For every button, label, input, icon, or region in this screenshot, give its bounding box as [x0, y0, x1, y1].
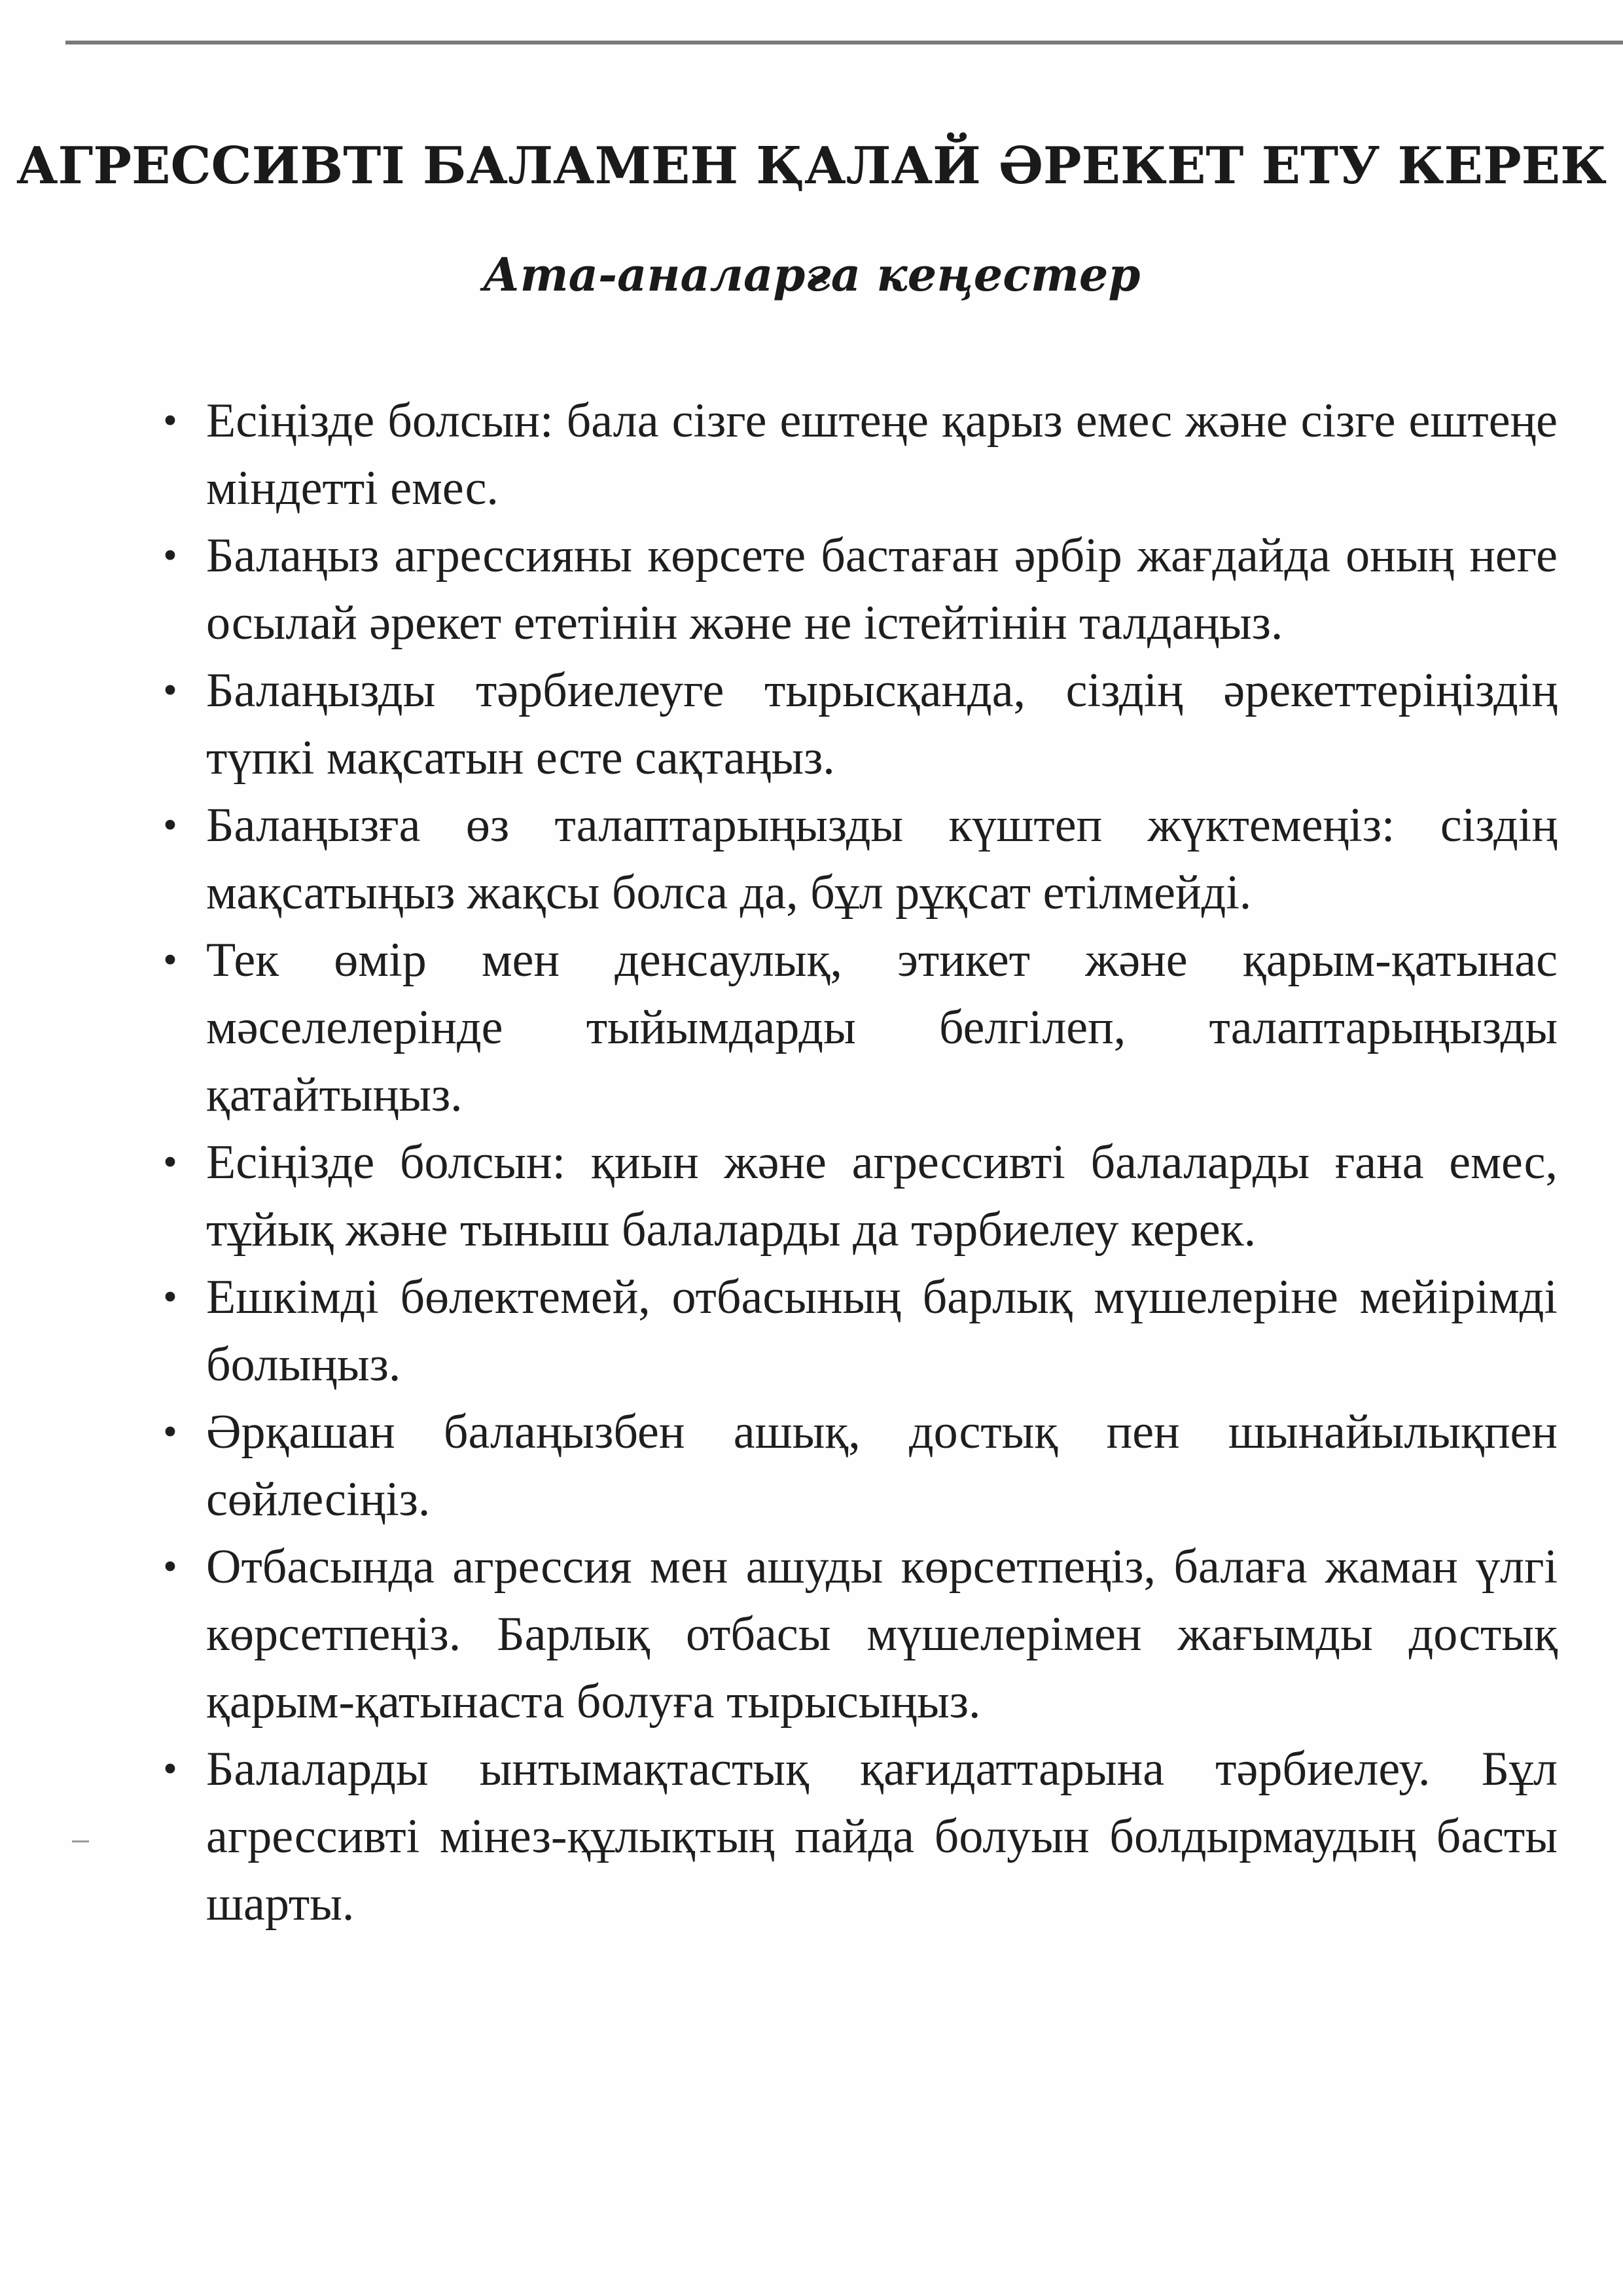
bullet-icon: •	[163, 803, 177, 848]
tips-list	[157, 387, 1558, 1938]
bullet-icon: •	[163, 1410, 177, 1454]
tip-text: Балаңызға өз талаптарыңызды күштеп жүктемеңіз: сіздің мақсатыңыз жақсы болса да, бұл рұқсат етілмейді.	[206, 798, 1558, 920]
page-title: АГРЕССИВТІ БАЛАМЕН ҚАЛАЙ ӘРЕКЕТ ЕТУ КЕРЕК	[16, 136, 1607, 196]
tip-item	[157, 792, 1558, 927]
tip-text: Ешкімді бөлектемей, отбасының барлық мүшелеріне мейірімді болыңыз.	[206, 1270, 1558, 1391]
tip-text: Балаңызды тәрбиелеуге тырысқанда, сіздің әрекеттеріңіздің түпкі мақсатын есте сақтаңыз.	[206, 664, 1558, 785]
bullet-icon: •	[163, 1747, 177, 1791]
bullet-icon: •	[163, 533, 177, 578]
bullet-icon: •	[163, 1140, 177, 1185]
margin-mark	[72, 1840, 89, 1842]
tip-item	[157, 1534, 1558, 1736]
tip-text: Әрқашан балаңызбен ашық, достық пен шынайылықпен сөйлесіңіз.	[206, 1405, 1558, 1526]
tip-text: Балаңыз агрессияны көрсете бастаған әрбір жағдайда оның неге осылай әрекет ететінін және не істейтінін талдаңыз.	[206, 529, 1558, 650]
tip-item	[157, 657, 1558, 792]
page-subtitle: Ата-аналарға кеңестер	[482, 247, 1141, 302]
tip-text: Отбасында агрессия мен ашуды көрсетпеңіз, балаға жаман үлгі көрсетпеңіз. Барлық отбасы мүшелерімен жағымды достық қарым-қатынаста болуға тырысыңыз.	[206, 1540, 1558, 1729]
tip-text: Тек өмір мен денсаулық, этикет және қарым-қатынас мәселелерінде тыйымдарды белгілеп, талаптарыңызды қатайтыңыз.	[206, 933, 1558, 1122]
tip-text: Есіңізде болсын: қиын және агрессивті балаларды ғана емес, тұйық және тыныш балаларды да тәрбиелеу керек.	[206, 1136, 1558, 1257]
tip-item	[157, 522, 1558, 657]
bullet-icon: •	[163, 668, 177, 713]
tip-item	[157, 1264, 1558, 1399]
tip-item	[157, 1129, 1558, 1264]
bullet-icon: •	[163, 1545, 177, 1589]
bullet-icon: •	[163, 1275, 177, 1319]
bullet-icon: •	[163, 938, 177, 982]
bullet-icon: •	[163, 399, 177, 443]
tip-text: Балаларды ынтымақтастық қағидаттарына тәрбиелеу. Бұл агрессивті мінез-құлықтың пайда болуын болдырмаудың басты шарты.	[206, 1742, 1558, 1931]
tip-item	[157, 1736, 1558, 1938]
top-rule-divider	[65, 41, 1623, 45]
tip-item	[157, 927, 1558, 1129]
tip-item	[157, 387, 1558, 522]
tip-item	[157, 1399, 1558, 1534]
tip-text: Есіңізде болсын: бала сізге ештеңе қарыз емес және сізге ештеңе міндетті емес.	[206, 394, 1558, 515]
